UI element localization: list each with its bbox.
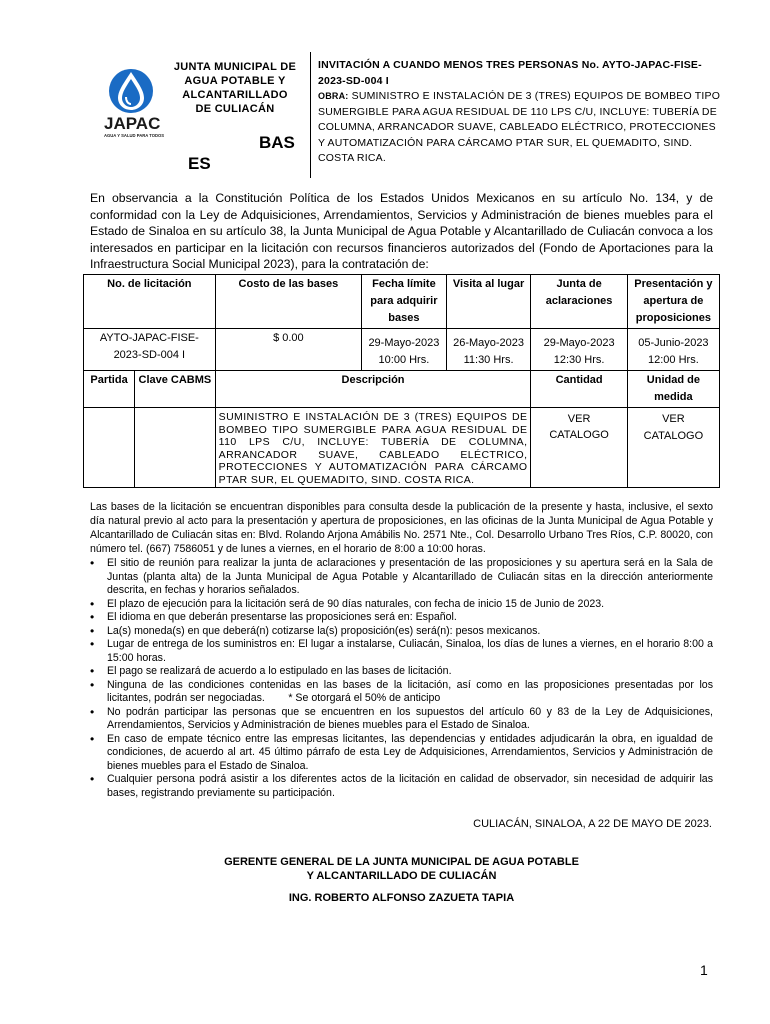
header-costo-bases: Costo de las bases bbox=[215, 275, 361, 329]
value-visita-lugar: 26-Mayo-2023 11:30 Hrs. bbox=[446, 329, 531, 371]
org-line-1: JUNTA MUNICIPAL DE bbox=[173, 61, 297, 73]
intro-paragraph: En observancia a la Constitución Política de los Estados Unidos Mexicanos en su artículo No. 134, y de conformidad con la Ley de Adquisiciones, Arrendamientos, Servicios y Administración de bienes muebles para el Estado de Sinaloa en su artículo 38, la Junta Municipal de Agua Potable y Alcantarillado de Culiacán convoca a los interesados en participar en la licitación con recursos financieros autorizados del (Fondo de Aportaciones para la Infraestructura Social Municipal 2023), para la contratación de: bbox=[90, 191, 713, 271]
header-presentacion: Presentación y apertura de proposiciones bbox=[627, 275, 719, 329]
city-date: CULIACÁN, SINALOA, A 22 DE MAYO DE 2023. bbox=[473, 818, 712, 830]
header-cantidad: Cantidad bbox=[531, 371, 627, 408]
signature-title-line1: GERENTE GENERAL DE LA JUNTA MUNICIPAL DE AGUA POTABLE bbox=[224, 856, 579, 868]
list-item: • En caso de empate técnico entre las empresas licitantes, las dependencias y entidades adjudicarán la obra, en igualdad de condiciones, de acuerdo al art. 45 último párrafo de esta Ley de Adquisiciones, Arrendamientos, Servicios y Administración de bienes muebles para el Estado de Sinaloa. bbox=[90, 733, 713, 774]
header-unidad-medida: Unidad de medida bbox=[627, 371, 719, 408]
obra-label: OBRA: bbox=[318, 91, 349, 101]
value-costo-bases: $ 0.00 bbox=[215, 329, 361, 371]
obra-description bbox=[318, 89, 723, 167]
logo-wordmark: JAPAC bbox=[104, 114, 161, 133]
header-divider bbox=[310, 52, 311, 178]
value-clave-cabms bbox=[135, 408, 216, 488]
org-line-3: ALCANTARILLADO bbox=[182, 89, 288, 101]
list-item: • El pago se realizará de acuerdo a lo estipulado en las bases de licitación. bbox=[90, 665, 713, 679]
invitation-title: INVITACIÓN A CUANDO MENOS TRES PERSONAS No. AYTO-JAPAC-FISE-2023-SD-004 I bbox=[318, 59, 702, 87]
bases-paragraph: Las bases de la licitación se encuentran disponibles para consulta desde la publicación de la presente y hasta, inclusive, el sexto día natural previo al acto para la presentación y apertura de proposiciones, en las oficinas de la Junta Municipal de Agua Potable y Alcantarillado de Culiacán sitas en: Blvd. Rolando Arjona Amábilis No. 2571 Nte., Col. Desarrollo Urbano Tres Ríos, C.P. 80020, con número tel. (667) 7586051 y de lunes a viernes, en el horario de 8:00 a 10:00 horas. bbox=[90, 501, 713, 555]
list-item: • El sitio de reunión para realizar la junta de aclaraciones y presentación de las proposiciones y su apertura será en la Sala de Juntas (planta alta) de la Junta Municipal de Agua Potable y Alcantarillado de Culiacán sitas en la dirección anteriormente descrita, en fechas y horarios señalados. bbox=[90, 557, 713, 598]
page-number: 1 bbox=[700, 962, 708, 978]
bases-title-part1: BAS bbox=[259, 133, 295, 152]
logo-tagline: AGUA Y SALUD PARA TODOS bbox=[104, 133, 165, 138]
header-partida: Partida bbox=[84, 371, 135, 408]
signature-title-line2: Y ALCANTARILLADO DE CULIACÁN bbox=[306, 870, 497, 882]
conditions-list bbox=[90, 557, 716, 800]
signature-title bbox=[90, 855, 713, 883]
list-item: • El plazo de ejecución para la licitación será de 90 días naturales, con fecha de inicio 15 de Junio de 2023. bbox=[90, 598, 713, 612]
bases-title-part2: ES bbox=[188, 154, 211, 173]
value-unidad-medida: VER CATALOGO bbox=[627, 408, 719, 488]
value-descripcion: SUMINISTRO E INSTALACIÓN DE 3 (TRES) EQUIPOS DE BOMBEO TIPO SUMERGIBLE PARA AGUA RESIDUAL DE 110 LPS C/U, INCLUYE: TUBERÍA DE COLUMNA, ARRANCADOR SUAVE, CABLEADO ELÉCTRICO, PROTECCIONES Y AUTOMATIZACIÓN PARA CÁRCAMO PTAR SUR, EL QUEMADITO, SIND. COSTA RICA. bbox=[215, 408, 531, 488]
table-row bbox=[84, 329, 720, 371]
header-no-licitacion: No. de licitación bbox=[84, 275, 216, 329]
list-item: • Ninguna de las condiciones contenidas en las bases de la licitación, así como en las proposiciones presentadas por los licitantes, podrán ser negociadas. * Se otorgará el 50% de anticipo bbox=[90, 679, 713, 706]
table-row bbox=[84, 408, 720, 488]
value-fecha-limite: 29-Mayo-2023 10:00 Hrs. bbox=[362, 329, 447, 371]
organization-name bbox=[160, 60, 310, 116]
list-item: • No podrán participar las personas que se encuentren en los supuestos del artículo 60 y 83 de la Ley de Adquisiciones, Arrendamientos, Servicios y Administración de bienes muebles para el Estado de Sinaloa. bbox=[90, 706, 713, 733]
value-no-licitacion: AYTO-JAPAC-FISE-2023-SD-004 I bbox=[84, 329, 216, 371]
value-partida bbox=[84, 408, 135, 488]
signature-name: ING. ROBERTO ALFONSO ZAZUETA TAPIA bbox=[288, 892, 515, 904]
header-descripcion: Descripción bbox=[215, 371, 531, 408]
header-visita-lugar: Visita al lugar bbox=[446, 275, 531, 329]
org-line-2: AGUA POTABLE Y bbox=[184, 75, 286, 87]
header-fecha-limite: Fecha límite para adquirir bases bbox=[362, 275, 447, 329]
tender-table bbox=[83, 274, 720, 488]
list-item: • Lugar de entrega de los suministros en: El lugar a instalarse, Culiacán, Sinaloa, los días de lunes a viernes, en el horario 8:00 a 15:00 horas. bbox=[90, 638, 713, 665]
value-presentacion: 05-Junio-2023 12:00 Hrs. bbox=[627, 329, 719, 371]
value-cantidad: VER CATALOGO bbox=[531, 408, 627, 488]
value-junta-aclaraciones: 29-Mayo-2023 12:30 Hrs. bbox=[531, 329, 627, 371]
list-item: • La(s) moneda(s) en que deberá(n) cotizarse la(s) proposición(es) será(n): pesos mexicanos. bbox=[90, 625, 713, 639]
list-item: • Cualquier persona podrá asistir a los diferentes actos de la licitación en calidad de observador, sin necesidad de adquirir las bases, registrando previamente su participación. bbox=[90, 773, 713, 800]
obra-text: SUMINISTRO E INSTALACIÓN DE 3 (TRES) EQUIPOS DE BOMBEO TIPO SUMERGIBLE PARA AGUA RESIDUAL DE 110 LPS C/U, INCLUYE: TUBERÍA DE COLUMNA, ARRANCADOR SUAVE, CABLEADO ELÉCTRICO, PROTECCIONES Y AUTOMATIZACIÓN PARA CÁRCAMO PTAR SUR, EL QUEMADITO, SIND. COSTA RICA. bbox=[318, 90, 721, 164]
header-junta-aclaraciones: Junta de aclaraciones bbox=[531, 275, 627, 329]
org-line-4: DE CULIACÁN bbox=[195, 103, 275, 115]
table-row bbox=[84, 371, 720, 408]
list-item: • El idioma en que deberán presentarse las proposiciones será en: Español. bbox=[90, 611, 713, 625]
header-clave-cabms: Clave CABMS bbox=[135, 371, 216, 408]
invitation-block bbox=[318, 58, 723, 167]
table-row bbox=[84, 275, 720, 329]
